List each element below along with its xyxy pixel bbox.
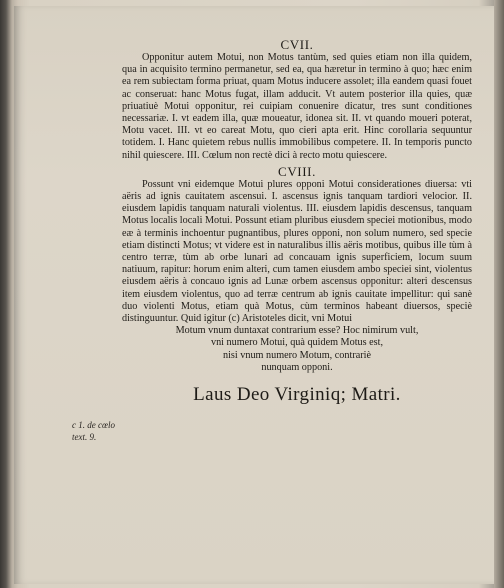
laus-deo-line: Laus Deo Virginiq; Matri. [193,384,401,406]
margin-note-line-1: c 1. de cœlo [72,420,115,430]
margin-note-line-2: text. 9. [72,432,97,442]
page-edge [494,0,504,588]
page-text-block [122,38,472,406]
section-text-cvii: Opponitur autem Motui, non Motus tantùm, sed quies etiam non illa quidem, qua in acquisito termino permanetur, sed ea, qua hæretur in termino à quo; hæc enim ea rem subiectam forma priuat, quam Motus inducere assolet; illa eandem quasi fouet ac conseruat: hanc Motus fugat, illam adducit. Vt autem posterior illa quies, quæ priuatiuè Motui opponitur, rei cuipiam conuenire dicatur, tres sunt conditiones necessariæ. I. vt eadem illa, quæ moueatur, idonea sit. II. vt quando moueri poterat, Motu vacet. III. vt eo careat Motu, quo cieri apta erit. Hinc corollaria sequuntur totidem. I. Hanc quietem rebus nullis immobilibus competere. II. In temporis puncto nihil quiescere. III. Cœlum non rectè dici à recto motu quiescere. [122,52,472,161]
section-text-cviii: Possunt vni eidemque Motui plures opponi Motui considerationes diuersa: vti aëris ad ignis cauitatem ascensui. I. ascensus ignis tanquam tardiori velocior. II. eiusdem lapidis tanquam naturali violentus. III. eiusdem lapidis descensus, tanquam Motus localis locali Motui. Possunt etiam pluribus eiusdem speciei motionibus, modo eæ à terminis inchoentur pugnantibus, plures opponi, non solum numero, sed specie etiam distincti Motus; vt videre est in naturalibus illis aëris motibus, quibus ille tùm à centro terræ, tùm ab orbe lunari ad concauam ignis superficiem, locum suum natiuum, rapitur: horum enim alteri, cum tamen eiusdem ambo speciei sint, violentus eiusdem aëris à concauo ignis ad Lunæ orbem ascensus opponitur: alteri descensus item eiusdem violentus, quo ad terræ centrum ab ignis cauitate impellitur: qui sanè duo violenti Motus, etiam quà Motus, cùm terminos habeant diuersos, speciè distinguuntur. Quid igitur (c) Aristoteles dicit, vni Motui [122,178,472,325]
margin-note [72,419,122,443]
section-heading-cvii: CVII. [280,37,314,52]
closing-line-3: nisi vnum numero Motum, contrariè [223,349,371,361]
closing-line-1: Motum vnum duntaxat contrarium esse? Hoc nimirum vult, [175,325,419,337]
closing-line-2: vni numero Motui, quà quidem Motus est, [210,337,384,349]
section-heading-cviii: CVIII. [278,163,316,179]
closing-line-4: nunquam opponi. [261,361,333,373]
